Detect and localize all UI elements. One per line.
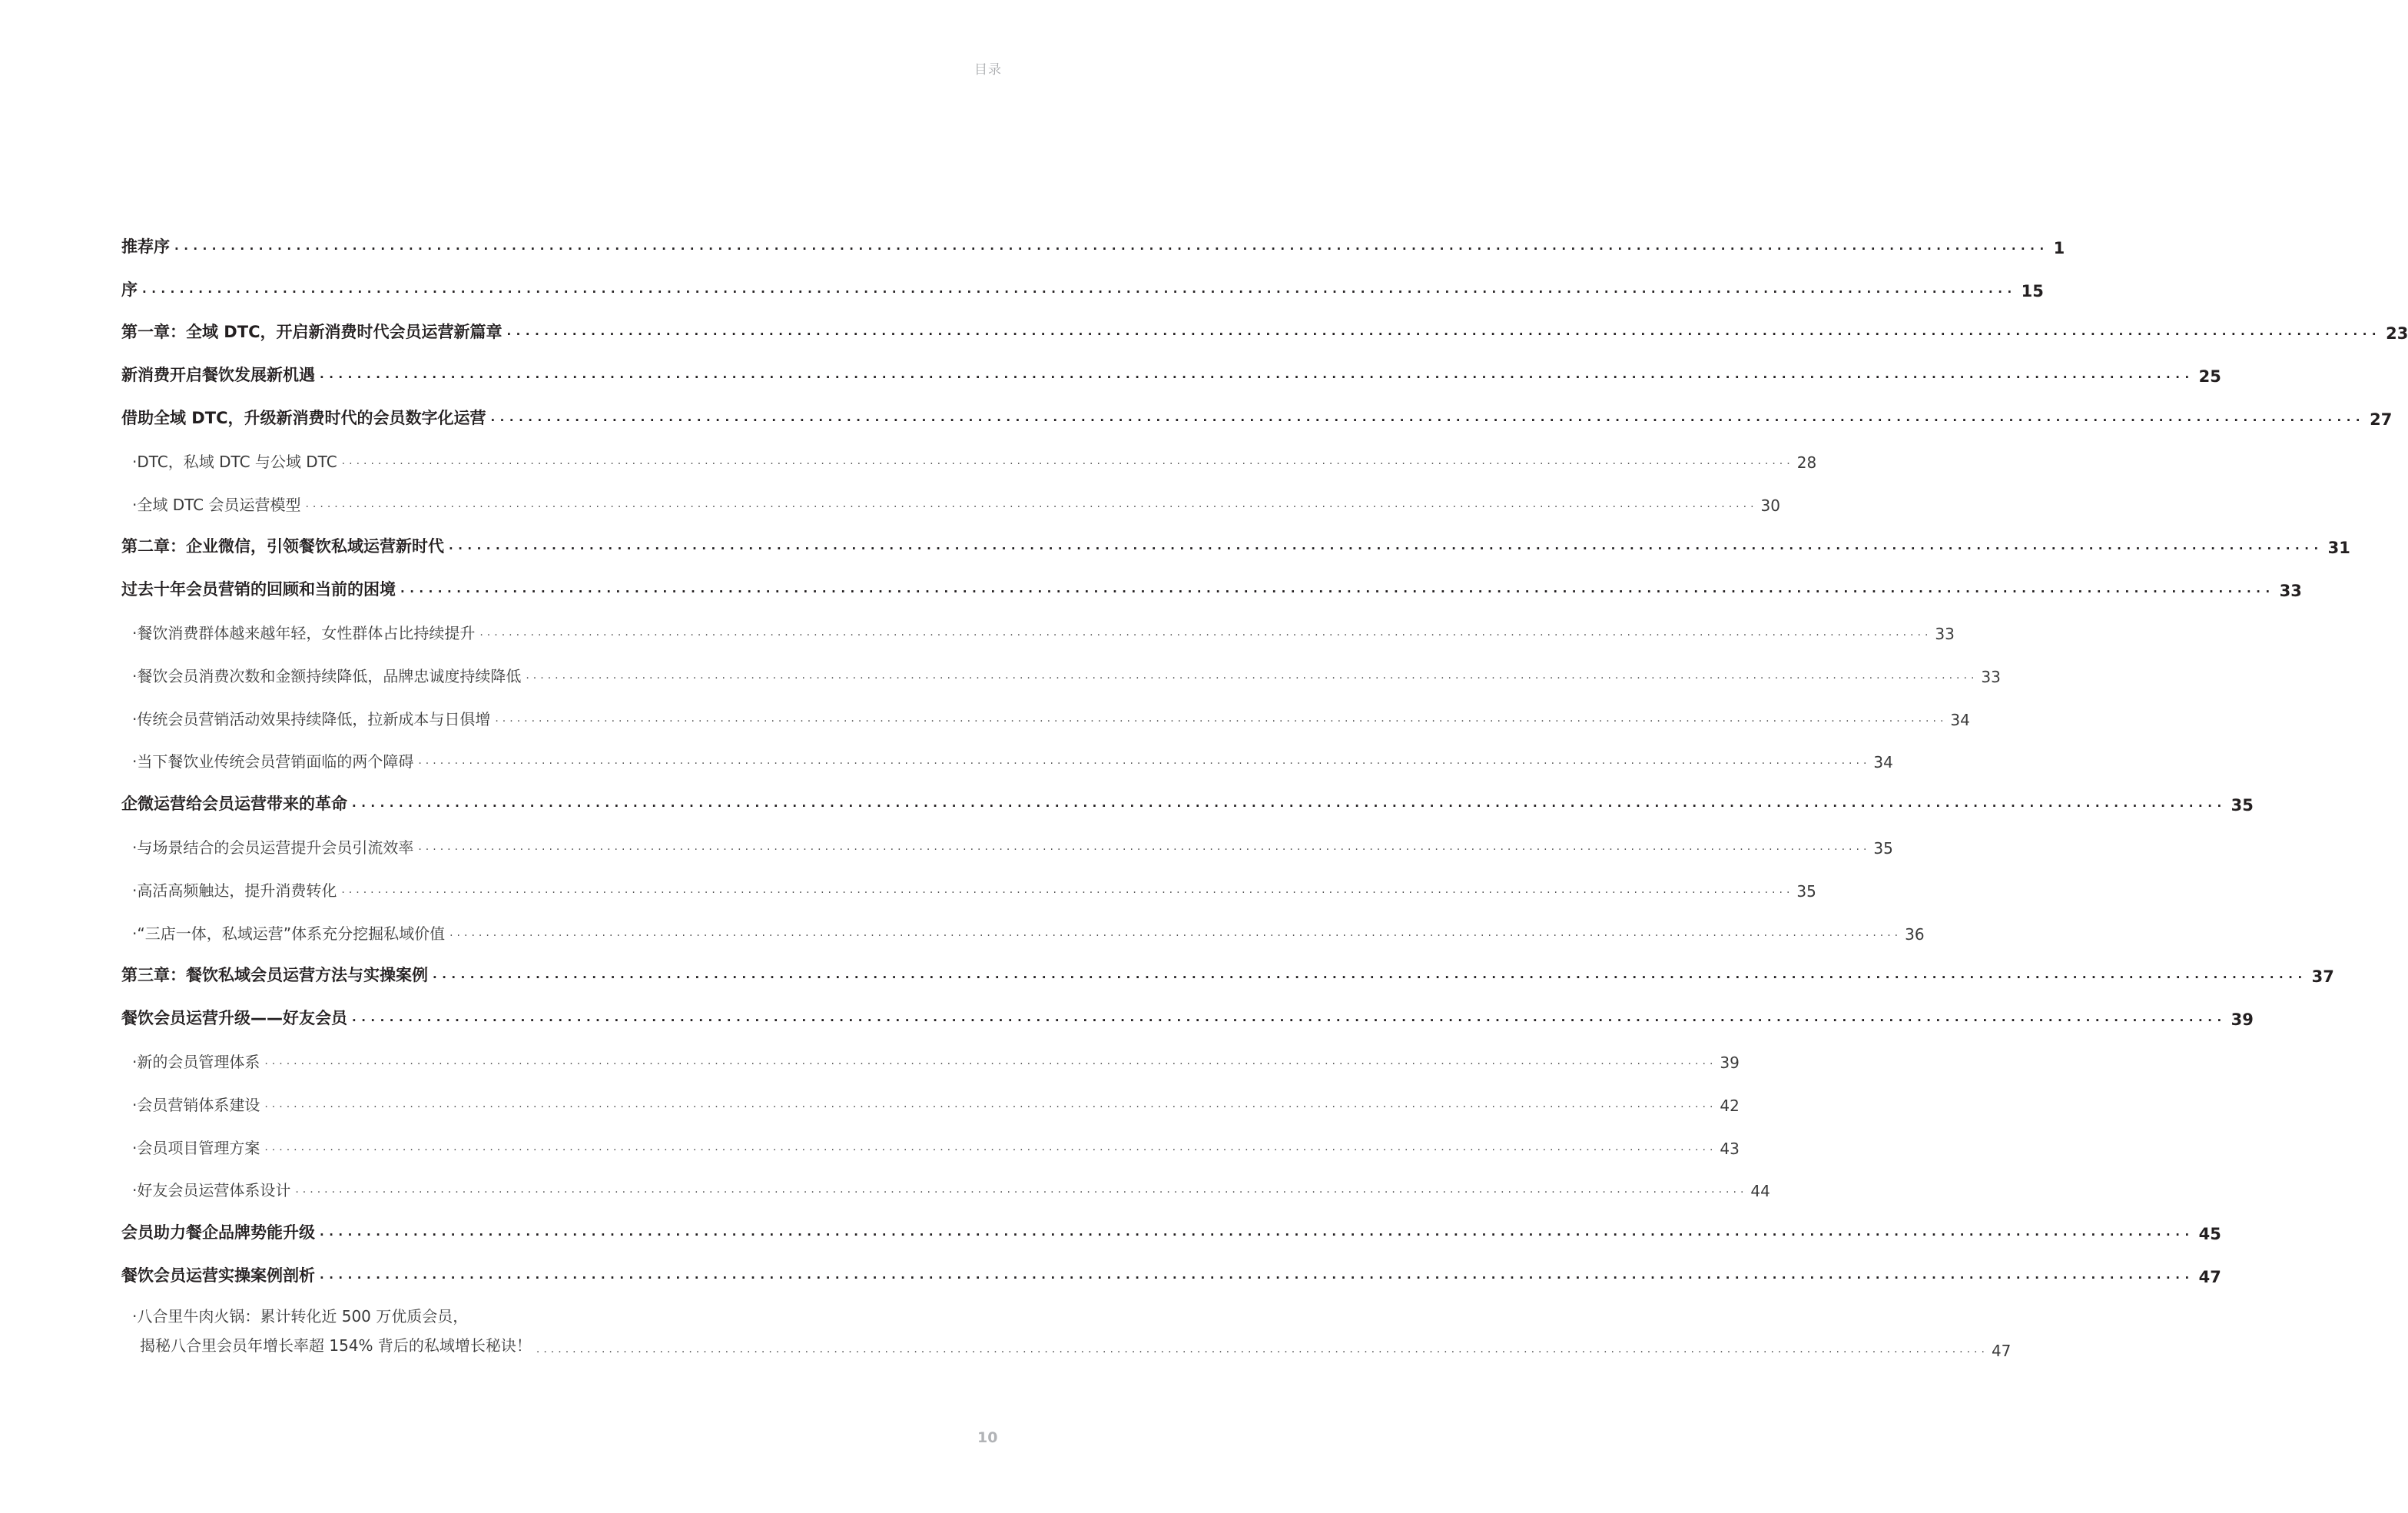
toc-entry[interactable]: [121, 954, 2334, 997]
toc-entry-title: ·传统会员营销活动效果持续降低，拉新成本与日俱增: [132, 709, 491, 728]
toc-page-number: 1: [2053, 238, 2065, 257]
toc-leader-dots: ········································································································································································································: [142, 284, 2017, 299]
toc-entry-title: 推荐序: [121, 237, 170, 256]
page-number: 10: [977, 1429, 998, 1446]
toc-entry-title: 第二章：企业微信，引领餐饮私域运营新时代: [121, 537, 444, 556]
toc-subentry[interactable]: [121, 483, 1780, 526]
toc-leader-dots: ········································································································································································································: [526, 672, 1978, 685]
toc-entry-title-line2: 揭秘八合里会员年增长率超 154% 背后的私域增长秘诀！: [140, 1335, 532, 1355]
toc-leader-dots: ········································································································································································································: [418, 843, 1871, 856]
toc-leader-dots: ········································································································································································································: [320, 370, 2194, 385]
toc-entry-title: ·餐饮消费群体越来越年轻，女性群体占比持续提升: [132, 623, 476, 642]
toc-leader-dots: ········································································································································································································: [341, 886, 1794, 899]
toc-page-number: 33: [1935, 624, 1955, 643]
toc-entry-title: 第三章：餐饮私域会员运营方法与实操案例: [121, 966, 428, 985]
toc-entry-title: 会员助力餐企品牌势能升级: [121, 1223, 315, 1243]
toc-entry-title: ·当下餐饮业传统会员营销面临的两个障碍: [132, 752, 414, 771]
toc-page-number: 47: [2198, 1267, 2221, 1286]
toc-leader-dots: ········································································································································································································: [479, 629, 1932, 642]
toc-subentry[interactable]: [121, 825, 1893, 868]
toc-entry[interactable]: [121, 1254, 2221, 1297]
toc-leader-dots: ········································································································································································································: [506, 327, 2382, 342]
section-header-label: 目录: [974, 62, 1002, 78]
toc-page-number: 31: [2327, 539, 2350, 558]
toc-leader-dots: ········································································································································································································: [174, 241, 2049, 256]
toc-entry[interactable]: [121, 225, 2065, 268]
toc-entry[interactable]: [121, 396, 2393, 440]
toc-leader-dots: ········································································································································································································: [352, 799, 2227, 814]
table-of-contents: [121, 225, 2408, 1371]
toc-entry[interactable]: [121, 997, 2254, 1040]
toc-leader-dots: ········································································································································································································: [400, 585, 2275, 599]
toc-page-number: 44: [1750, 1182, 1770, 1201]
toc-page-number: 43: [1720, 1139, 1740, 1158]
toc-entry-title: 餐饮会员运营实操案例剖析: [121, 1266, 315, 1285]
toc-entry-title: ·高活高频触达，提升消费转化: [132, 881, 337, 900]
toc-page-number: 28: [1796, 453, 1817, 472]
toc-entry[interactable]: [121, 353, 2221, 396]
toc-entry-title: 借助全域 DTC，升级新消费时代的会员数字化运营: [121, 408, 486, 427]
toc-entry-title: ·好友会员运营体系设计: [132, 1181, 291, 1200]
toc-leader-dots: ········································································································································································································: [295, 1186, 1748, 1199]
toc-page-number: 37: [2311, 967, 2334, 987]
toc-leader-dots: ········································································································································································································: [352, 1014, 2227, 1028]
toc-page-number: 27: [2370, 410, 2393, 429]
toc-leader-dots: ········································································································································································································: [320, 1228, 2194, 1243]
toc-entry-title: 餐饮会员运营升级——好友会员: [121, 1009, 347, 1028]
toc-page-number: 34: [1873, 753, 1893, 772]
toc-entry-title: ·全域 DTC 会员运营模型: [132, 495, 301, 514]
toc-page-number: 15: [2021, 281, 2044, 300]
toc-entry-title: ·与场景结合的会员运营提升会员引流效率: [132, 838, 414, 857]
toc-leader-dots: ········································································································································································································: [495, 715, 1948, 728]
toc-page-number: 42: [1720, 1096, 1740, 1115]
toc-leader-dots: ········································································································································································································: [341, 457, 1794, 470]
toc-entry[interactable]: [121, 526, 2350, 569]
toc-subentry[interactable]: [121, 740, 1893, 783]
toc-entry-title-line1: ·八合里牛肉火锅：累计转化近 500 万优质会员，: [132, 1306, 469, 1326]
toc-subentry[interactable]: [121, 1297, 2012, 1371]
toc-leader-dots: ········································································································································································································: [264, 1057, 1717, 1070]
toc-leader-dots: ········································································································································································································: [320, 1270, 2194, 1285]
toc-page-number: 47: [1991, 1341, 2012, 1360]
toc-leader-dots: ········································································································································································································: [418, 758, 1871, 771]
toc-entry[interactable]: [121, 1211, 2221, 1254]
toc-entry[interactable]: [121, 568, 2302, 611]
toc-leader-dots: ········································································································································································································: [305, 500, 1758, 513]
toc-entry-title: 第一章：全域 DTC，开启新消费时代会员运营新篇章: [121, 323, 502, 342]
toc-page-number: 23: [2386, 324, 2408, 343]
toc-entry[interactable]: [121, 268, 2044, 311]
toc-entry[interactable]: [121, 311, 2408, 354]
toc-leader-dots: ········································································································································································································: [536, 1345, 1988, 1359]
toc-entry-title: ·新的会员管理体系: [132, 1052, 260, 1071]
toc-page-number: 35: [2231, 796, 2254, 815]
toc-entry-title: ·会员项目管理方案: [132, 1138, 260, 1157]
toc-subentry[interactable]: [121, 654, 2001, 697]
toc-leader-dots: ········································································································································································································: [264, 1143, 1717, 1156]
toc-entry-title: 序: [121, 280, 138, 299]
toc-subentry[interactable]: [121, 440, 1817, 483]
toc-leader-dots: ········································································································································································································: [433, 971, 2307, 985]
toc-entry-title: 过去十年会员营销的回顾和当前的困境: [121, 580, 396, 599]
toc-entry-title: ·餐饮会员消费次数和金额持续降低，品牌忠诚度持续降低: [132, 666, 522, 685]
toc-entry-title: ·DTC，私域 DTC 与公域 DTC: [132, 452, 337, 471]
toc-subentry[interactable]: [121, 611, 1955, 654]
toc-subentry[interactable]: [121, 697, 1970, 740]
toc-leader-dots: ········································································································································································································: [264, 1100, 1717, 1113]
toc-page-number: 30: [1760, 496, 1780, 515]
toc-leader-dots: ········································································································································································································: [449, 929, 1902, 942]
toc-page-number: 39: [1720, 1053, 1740, 1072]
toc-page-number: 36: [1905, 924, 1925, 944]
toc-subentry[interactable]: [121, 1083, 1740, 1126]
toc-subentry[interactable]: [121, 911, 1925, 954]
toc-page-number: 45: [2198, 1225, 2221, 1244]
toc-leader-dots: ········································································································································································································: [449, 542, 2323, 556]
toc-entry-title: ·“三店一体，私域运营”体系充分挖掘私域价值: [132, 924, 446, 943]
toc-page-number: 35: [1796, 881, 1816, 901]
toc-page-number: 35: [1873, 838, 1893, 858]
toc-entry-title: [132, 1302, 532, 1360]
toc-page-number: 33: [1981, 667, 2001, 686]
toc-page-number: 34: [1950, 710, 1970, 729]
toc-page-number: 25: [2198, 367, 2221, 387]
toc-entry-title: 新消费开启餐饮发展新机遇: [121, 366, 315, 385]
toc-leader-dots: ········································································································································································································: [490, 413, 2366, 427]
toc-subentry[interactable]: [121, 1169, 1770, 1212]
toc-subentry[interactable]: [121, 868, 1816, 911]
toc-subentry[interactable]: [121, 1126, 1740, 1169]
toc-subentry[interactable]: [121, 1040, 1740, 1083]
toc-page-number: 39: [2231, 1010, 2254, 1030]
toc-entry-title: 企微运营给会员运营带来的革命: [121, 795, 347, 814]
toc-page-number: 33: [2279, 582, 2302, 601]
toc-entry[interactable]: [121, 782, 2254, 825]
toc-entry-title: ·会员营销体系建设: [132, 1095, 260, 1114]
